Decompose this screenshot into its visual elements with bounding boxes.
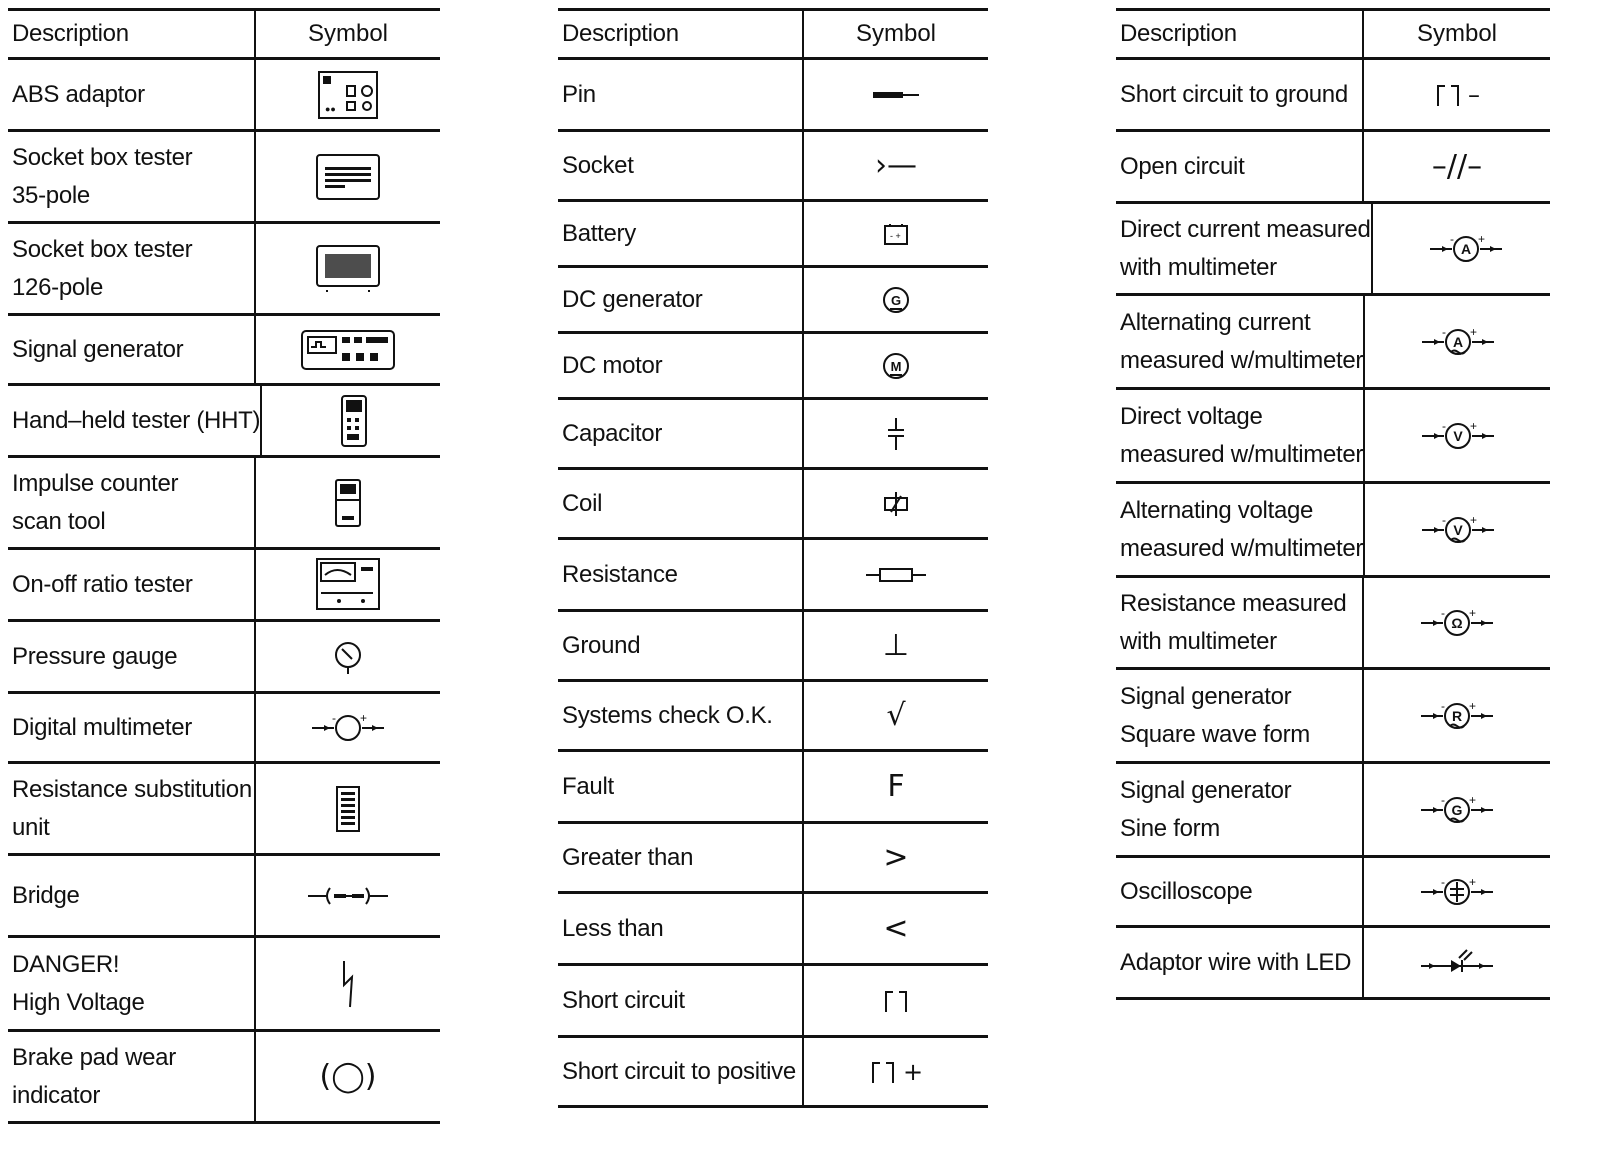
ac-current-meter-icon (1363, 296, 1551, 387)
table-row (558, 894, 988, 966)
description-line: Socket box tester (12, 235, 193, 263)
symbol-text: (◯) (319, 1059, 377, 1094)
row-description (1116, 296, 1363, 387)
short-circuit-positive-icon (802, 1038, 988, 1105)
description-line: 126-pole (12, 273, 104, 301)
svg-text:M: M (890, 358, 902, 374)
table-row (558, 268, 988, 334)
table-row (1116, 578, 1550, 670)
row-description (558, 60, 802, 129)
svg-text:-: - (1442, 418, 1447, 433)
svg-text:+: + (1477, 231, 1485, 246)
square-wave-generator-icon (1362, 670, 1550, 761)
table-row (558, 470, 988, 540)
table-row (8, 458, 440, 550)
row-description (1116, 578, 1362, 667)
dc-generator-icon (802, 268, 988, 331)
description-line: Impulse counter (12, 469, 179, 497)
svg-text:-: - (1442, 324, 1447, 339)
ground-icon (802, 612, 988, 679)
description-line: DANGER! (12, 950, 120, 978)
oscilloscope-icon (1362, 858, 1550, 925)
table-row (558, 682, 988, 752)
row-description (558, 894, 802, 963)
resistance-meter-icon (1362, 578, 1550, 667)
row-description (8, 60, 254, 129)
row-description (558, 612, 802, 679)
resistance-substitution-icon (254, 764, 440, 853)
resistance-icon (802, 540, 988, 609)
description-line: Signal generator (1120, 776, 1292, 804)
table-header (1116, 8, 1550, 60)
table-row (8, 550, 440, 622)
symbol-letter: V (1453, 521, 1463, 538)
description-line: Square wave form (1120, 720, 1310, 748)
bridge-icon (254, 856, 440, 935)
check-icon (802, 682, 988, 749)
row-description (558, 202, 802, 265)
row-description (8, 938, 254, 1029)
table-row (1116, 296, 1550, 390)
table-row (558, 824, 988, 894)
row-description (8, 1032, 254, 1121)
table-row (1116, 764, 1550, 858)
row-description (558, 132, 802, 199)
table-row (8, 224, 440, 316)
svg-text:+: + (1469, 792, 1477, 807)
svg-text:-: - (1441, 605, 1445, 620)
row-description (1116, 484, 1363, 575)
row-description (1116, 928, 1362, 997)
row-description (8, 694, 254, 761)
header-symbol: Symbol (254, 11, 440, 57)
svg-text:+: + (1469, 605, 1477, 620)
symbol-letter: A (1460, 240, 1471, 257)
description-line: Less than (562, 914, 664, 942)
table-row (8, 938, 440, 1032)
svg-text:G: G (890, 292, 902, 308)
row-description (558, 470, 802, 537)
symbol-letter: A (1453, 333, 1464, 350)
row-description (8, 132, 254, 221)
description-line: Brake pad wear (12, 1043, 176, 1071)
svg-text:●●: ●● (325, 103, 336, 114)
row-description (1116, 670, 1362, 761)
hand-held-tester-icon (260, 386, 446, 455)
description-line: DC generator (562, 285, 703, 313)
svg-text:+: + (360, 710, 368, 725)
fault-icon (802, 752, 988, 821)
row-description (1116, 204, 1371, 293)
row-description (8, 224, 254, 313)
symbols-table-3 (1116, 8, 1550, 1000)
svg-text:-: - (1449, 231, 1454, 246)
row-description (8, 856, 254, 935)
row-description (558, 268, 802, 331)
socket-icon (802, 132, 988, 199)
description-line: Alternating current (1120, 308, 1311, 336)
description-line: Pressure gauge (12, 642, 178, 670)
svg-text:+: + (1469, 698, 1477, 713)
symbol-text: + (902, 1057, 924, 1086)
adaptor-wire-led-icon (1362, 928, 1550, 997)
table-row (558, 400, 988, 470)
table-row (8, 694, 440, 764)
symbol-text: ›— (875, 148, 917, 183)
row-description (1116, 858, 1362, 925)
row-description (8, 764, 254, 853)
table-row (1116, 204, 1550, 296)
description-line: Direct voltage (1120, 402, 1263, 430)
description-line: Signal generator (12, 335, 184, 363)
description-line: scan tool (12, 507, 106, 535)
description-line: Systems check O.K. (562, 701, 773, 729)
svg-text:-: - (332, 710, 336, 725)
row-description (558, 824, 802, 891)
table-row (1116, 928, 1550, 1000)
table-header (558, 8, 988, 60)
table-row (8, 622, 440, 694)
row-description (558, 752, 802, 821)
symbol-text: – (1468, 80, 1480, 109)
svg-text:-: - (1441, 874, 1445, 889)
pressure-gauge-icon (254, 622, 440, 691)
description-line: Direct current measured (1120, 215, 1371, 243)
description-line: Coil (562, 489, 603, 517)
table-header (8, 8, 440, 60)
coil-icon (802, 470, 988, 537)
row-description (558, 540, 802, 609)
pin-icon (802, 60, 988, 129)
row-description (558, 334, 802, 397)
socket-box-35-icon (254, 132, 440, 221)
header-symbol: Symbol (1362, 11, 1550, 57)
open-circuit-icon (1362, 132, 1550, 201)
description-line: Ground (562, 631, 641, 659)
table-row (8, 60, 440, 132)
row-description (558, 966, 802, 1035)
table-row (1116, 132, 1550, 204)
description-line: Resistance substitution (12, 775, 252, 803)
description-line: Short circuit to ground (1120, 80, 1348, 108)
description-line: measured w/multimeter (1120, 346, 1364, 374)
symbol-text: < (883, 911, 909, 946)
abs-adaptor-icon (254, 60, 440, 129)
description-line: Digital multimeter (12, 713, 192, 741)
description-line: Signal generator (1120, 682, 1292, 710)
description-line: Adaptor wire with LED (1120, 948, 1352, 976)
description-line: High Voltage (12, 988, 145, 1016)
table-row (8, 1032, 440, 1124)
table-row (1116, 484, 1550, 578)
description-line: ABS adaptor (12, 80, 145, 108)
description-line: Socket (562, 151, 634, 179)
description-line: measured w/multimeter (1120, 534, 1364, 562)
row-description (8, 550, 254, 619)
description-line: On-off ratio tester (12, 570, 193, 598)
dc-current-meter-icon (1371, 204, 1559, 293)
symbol-letter: V (1453, 427, 1463, 444)
description-line: Battery (562, 219, 636, 247)
symbol-text: √ (886, 698, 906, 733)
symbols-table-2 (558, 8, 988, 1108)
digital-multimeter-icon (254, 694, 440, 761)
table-row (558, 334, 988, 400)
signal-generator-device-icon (254, 316, 440, 383)
table-row (558, 612, 988, 682)
description-line: Bridge (12, 881, 80, 909)
battery-icon (802, 202, 988, 265)
header-description: Description (12, 20, 129, 47)
description-line: Oscilloscope (1120, 877, 1253, 905)
description-line: Pin (562, 80, 596, 108)
table-row (558, 752, 988, 824)
table-row (8, 764, 440, 856)
description-line: Capacitor (562, 419, 663, 447)
svg-text:+: + (1469, 874, 1477, 889)
description-line: Resistance measured (1120, 589, 1347, 617)
header-description: Description (562, 20, 679, 47)
header-description: Description (1120, 20, 1237, 47)
dc-motor-icon (802, 334, 988, 397)
table-row (8, 132, 440, 224)
description-line: Resistance (562, 560, 678, 588)
table-row (558, 966, 988, 1038)
description-line: 35-pole (12, 181, 90, 209)
row-description (558, 682, 802, 749)
sine-generator-icon (1362, 764, 1550, 855)
symbol-text: F (887, 769, 905, 804)
table-row (558, 540, 988, 612)
table-row (1116, 858, 1550, 928)
table-row (8, 856, 440, 938)
table-row (8, 316, 440, 386)
row-description (8, 316, 254, 383)
short-circuit-icon (802, 966, 988, 1035)
description-line: Sine form (1120, 814, 1221, 842)
high-voltage-icon (254, 938, 440, 1029)
socket-box-126-icon (254, 224, 440, 313)
description-line: Fault (562, 772, 614, 800)
description-line: Socket box tester (12, 143, 193, 171)
svg-text:+: + (1470, 324, 1478, 339)
svg-text:+: + (1470, 418, 1478, 433)
description-line: Greater than (562, 843, 694, 871)
table-row (558, 132, 988, 202)
row-description (558, 400, 802, 467)
row-description (8, 622, 254, 691)
symbol-letter: R (1451, 707, 1463, 724)
dc-voltage-meter-icon (1363, 390, 1551, 481)
table-row (1116, 670, 1550, 764)
short-circuit-ground-icon (1362, 60, 1550, 129)
symbol-text: ⊥ (882, 628, 910, 663)
table-row (8, 386, 440, 458)
table-row (558, 1038, 988, 1108)
description-line: unit (12, 813, 50, 841)
svg-text:- +: - + (890, 230, 901, 241)
svg-text:+: + (1470, 512, 1478, 527)
brake-pad-wear-icon (254, 1032, 440, 1121)
description-line: Hand–held tester (HHT) (12, 406, 261, 434)
table-row (558, 60, 988, 132)
description-line: with multimeter (1120, 253, 1277, 281)
row-description (8, 458, 254, 547)
table-row (1116, 60, 1550, 132)
row-description (1116, 390, 1363, 481)
symbol-letter: G (1451, 801, 1463, 818)
description-line: indicator (12, 1081, 101, 1109)
row-description (8, 386, 260, 455)
ac-voltage-meter-icon (1363, 484, 1551, 575)
row-description (1116, 132, 1362, 201)
symbol-text: > (883, 840, 909, 875)
symbols-table-1 (8, 8, 440, 1124)
table-row (1116, 390, 1550, 484)
on-off-ratio-tester-icon (254, 550, 440, 619)
description-line: Alternating voltage (1120, 496, 1314, 524)
table-row (558, 202, 988, 268)
capacitor-icon (802, 400, 988, 467)
description-line: DC motor (562, 351, 663, 379)
greater-than-icon (802, 824, 988, 891)
svg-text:-: - (1441, 698, 1445, 713)
row-description (558, 1038, 802, 1105)
description-line: measured w/multimeter (1120, 440, 1364, 468)
symbol-text: –//– (1431, 149, 1483, 184)
impulse-counter-icon (254, 458, 440, 547)
svg-text:-: - (1442, 512, 1447, 527)
symbol-letter: Ω (1451, 614, 1463, 631)
svg-text:-: - (1441, 792, 1445, 807)
header-symbol: Symbol (802, 11, 988, 57)
description-line: Short circuit (562, 986, 685, 1014)
description-line: Short circuit to positive (562, 1057, 796, 1085)
description-line: Open circuit (1120, 152, 1245, 180)
description-line: with multimeter (1120, 627, 1277, 655)
row-description (1116, 60, 1362, 129)
row-description (1116, 764, 1362, 855)
less-than-icon (802, 894, 988, 963)
